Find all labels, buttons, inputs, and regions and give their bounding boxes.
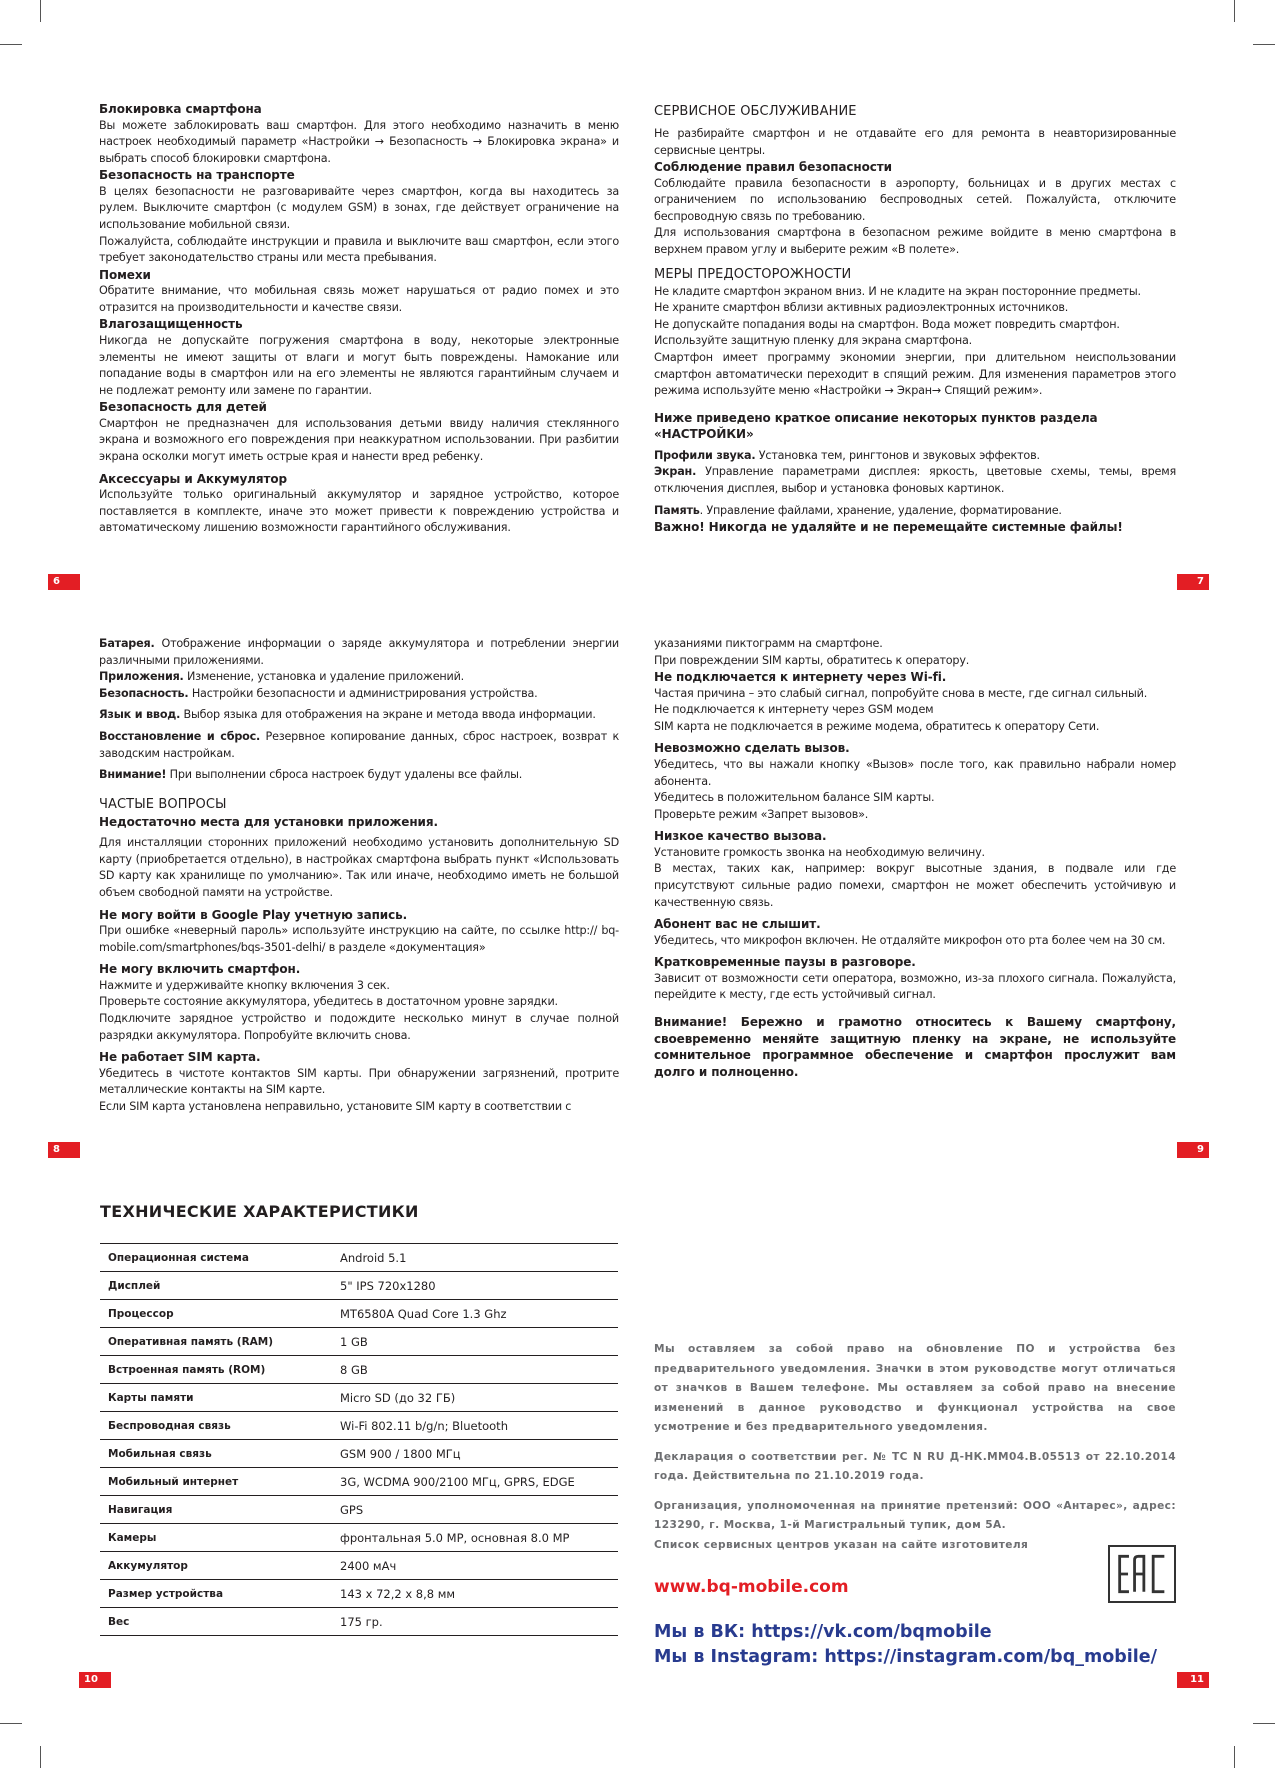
question-title: Не работает SIM карта. xyxy=(99,1050,261,1065)
crop-mark xyxy=(1253,44,1275,45)
item-label: Язык и ввод. xyxy=(99,708,181,722)
spec-key: Размер устройства xyxy=(100,1580,332,1608)
spec-value: 3G, WCDMA 900/2100 МГц, GPRS, EDGE xyxy=(332,1468,618,1496)
question-title: Не могу включить смартфон. xyxy=(99,962,301,977)
item-text: . Управление файлами, хранение, удаление, форматирование. xyxy=(699,503,1062,517)
paragraph: Соблюдайте правила безопасности в аэропорту, больницах и в других местах с ограничением по использованию беспроводных сетей. Пожалуйста, отключите беспроводную связь по требованию. xyxy=(654,176,1176,223)
question-title: Кратковременные паузы в разговоре. xyxy=(654,955,916,970)
paragraph: Смартфон имеет программу экономии энергии, при длительном неиспользовании смартфон автоматически переходит в спящий режим. Для изменения параметров этого режима используйте меню «Настройки → Экран→ Спящий режим». xyxy=(654,351,1176,398)
spec-value: GPS xyxy=(332,1496,618,1524)
page-9-content xyxy=(654,636,1176,1080)
spec-key: Аккумулятор xyxy=(100,1552,332,1580)
crop-mark xyxy=(40,0,41,22)
spec-key: Мобильная связь xyxy=(100,1440,332,1468)
spec-key: Встроенная память (ROM) xyxy=(100,1356,332,1384)
spec-key: Дисплей xyxy=(100,1272,332,1300)
spec-row xyxy=(100,1412,618,1440)
paragraph: Не разбирайте смартфон и не отдавайте его для ремонта в неавторизированные сервисные центры. xyxy=(654,127,1176,157)
warning-note: Внимание! Бережно и грамотно относитесь к Вашему смартфону, своевременно меняйте защитную пленку на экране, не используйте сомнительное программное обеспечение и смартфон прослужит вам долго и полноценно. xyxy=(654,1015,1176,1079)
paragraph: Проверьте режим «Запрет вызовов». xyxy=(654,807,869,821)
question-title: Невозможно сделать вызов. xyxy=(654,741,850,756)
page-number-11: 11 xyxy=(1177,1672,1209,1688)
item-label: Батарея. xyxy=(99,637,155,650)
spec-value: 1 GB xyxy=(332,1328,618,1356)
section-title: Безопасность на транспорте xyxy=(99,168,295,183)
crop-mark xyxy=(0,1723,22,1724)
spec-key: Карты памяти xyxy=(100,1384,332,1412)
important-note: Важно! Никогда не удаляйте и не перемещайте системные файлы! xyxy=(654,520,1123,535)
settings-item xyxy=(99,729,619,762)
section-title: Блокировка смартфона xyxy=(99,102,262,116)
paragraph: Не подключается к интернету через GSM модем xyxy=(654,703,934,717)
spec-value: фронтальная 5.0 MP, основная 8.0 MP xyxy=(332,1524,618,1552)
page-6-content xyxy=(99,101,619,537)
spec-row xyxy=(100,1328,618,1356)
item-label: Приложения. xyxy=(99,670,184,684)
page-8-content xyxy=(99,636,619,1115)
spec-value: MT6580A Quad Core 1.3 Ghz xyxy=(332,1300,618,1328)
settings-item xyxy=(99,669,619,686)
paragraph: Смартфон не предназначен для использования детьми ввиду наличия стеклянного экрана и возможного его повреждения при неаккуратном использовании. При разбитии экрана осколки могут иметь острые края и нанести вред ребенку. xyxy=(99,416,619,463)
item-text: Выбор языка для отображения на экране и метода ввода информации. xyxy=(180,708,596,722)
spec-key: Беспроводная связь xyxy=(100,1412,332,1440)
spec-key: Процессор xyxy=(100,1300,332,1328)
paragraph: Зависит от возможности сети оператора, возможно, из-за плохого сигнала. Пожалуйста, перейдите к месту, где есть устойчивый сигнал. xyxy=(654,971,1176,1002)
spec-value: 5" IPS 720x1280 xyxy=(332,1272,618,1300)
website-link[interactable]: www.bq-mobile.com xyxy=(654,1577,849,1597)
paragraph: Для использования смартфона в безопасном режиме войдите в меню смартфона в верхнем правом углу и выберите режим «В полете». xyxy=(654,226,1176,257)
item-label: Память xyxy=(654,503,700,517)
item-text: Установка тем, рингтонов и звуковых эффектов. xyxy=(755,448,1040,462)
paragraph: Пожалуйста, соблюдайте инструкции и правила и выключите ваш смартфон, если этого требует законодательство страны или места пребывания. xyxy=(99,234,619,265)
paragraph: Убедитесь, что микрофон включен. Не отдаляйте микрофон ото рта более чем на 30 см. xyxy=(654,933,1166,947)
question-title: Не подключается к интернету через Wi-fi. xyxy=(654,670,947,685)
item-label: Профили звука. xyxy=(654,448,756,462)
section-heading: ЧАСТЫЕ ВОПРОСЫ xyxy=(99,796,227,812)
spec-key: Камеры xyxy=(100,1524,332,1552)
paragraph: Не кладите смартфон экраном вниз. И не кладите на экран посторонние предметы. xyxy=(654,284,1141,298)
page-number-10: 10 xyxy=(79,1672,111,1688)
page-number-8: 8 xyxy=(48,1142,80,1158)
social-links xyxy=(654,1620,1157,1670)
legal-text: Мы оставляем за собой право на обновление ПО и устройства без предварительного уведомления. Значки в этом руководстве могут отличаться от значков в Вашем телефоне. Мы оставляем за собой право на внесение изменений в данное руководство и функционал устройства на свое усмотрение и без предварительного уведомления. xyxy=(654,1343,1176,1433)
spec-value: Wi-Fi 802.11 b/g/n; Bluetooth xyxy=(332,1412,618,1440)
paragraph: Не храните смартфон вблизи активных радиоэлектронных источников. xyxy=(654,301,1069,315)
paragraph: Убедитесь в чистоте контактов SIM карты. При обнаружении загрязнений, протрите металлические контакты на SIM карте. xyxy=(99,1066,619,1097)
section-title: Соблюдение правил безопасности xyxy=(654,160,892,175)
paragraph: Не допускайте попадания воды на смартфон. Вода может повредить смартфон. xyxy=(654,317,1120,331)
spec-row xyxy=(100,1468,618,1496)
settings-item xyxy=(99,636,619,669)
item-text: Настройки безопасности и администрирования устройства. xyxy=(188,686,538,700)
settings-item xyxy=(654,448,1176,465)
settings-item xyxy=(654,503,1176,520)
spec-key: Операционная система xyxy=(100,1244,332,1272)
spec-key: Вес xyxy=(100,1608,332,1636)
spec-key: Навигация xyxy=(100,1496,332,1524)
legal-text: Список сервисных центров указан на сайте изготовителя xyxy=(654,1538,1029,1551)
item-label: Восстановление и сброс. xyxy=(99,729,261,743)
paragraph: Установите громкость звонка на необходимую величину. xyxy=(654,845,985,859)
page-number-9: 9 xyxy=(1177,1142,1209,1158)
question-title: Низкое качество вызова. xyxy=(654,829,827,844)
section-heading: МЕРЫ ПРЕДОСТОРОЖНОСТИ xyxy=(654,266,852,282)
paragraph: Обратите внимание, что мобильная связь может нарушаться от радио помех и это отразится на производительности и качестве связи. xyxy=(99,284,619,314)
paragraph: указаниями пиктограмм на смартфоне. xyxy=(654,637,883,650)
paragraph: Если SIM карта установлена неправильно, установите SIM карту в соответствии с xyxy=(99,1099,572,1113)
legal-text: Организация, уполномоченная на принятие претензий: ООО «Антарес», адрес: 123290, г. Москва, 1-й Магистральный тупик, дом 5А. xyxy=(654,1499,1176,1531)
spec-row xyxy=(100,1300,618,1328)
item-label: Внимание! xyxy=(99,768,167,782)
paragraph: В целях безопасности не разговаривайте через смартфон, когда вы находитесь за рулем. Выключите смартфон (с модулем GSM) в зонах, где действует ограничение на использование мобильной связи. xyxy=(99,184,619,231)
item-text: При выполнении сброса настроек будут удалены все файлы. xyxy=(166,768,523,782)
paragraph: Используйте защитную пленку для экрана смартфона. xyxy=(654,334,973,348)
crop-mark xyxy=(1234,0,1235,22)
page-7-content xyxy=(654,101,1176,536)
specs-table xyxy=(100,1243,618,1636)
item-text: Отображение информации о заряде аккумулятора и потреблении энергии различными приложениями. xyxy=(99,637,619,667)
section-title: Аксессуары и Аккумулятор xyxy=(99,471,287,486)
paragraph: Подключите зарядное устройство и подождите несколько минут в случае полной разрядки аккумулятора. Попробуйте включить снова. xyxy=(99,1012,619,1042)
spec-row xyxy=(100,1440,618,1468)
item-label: Безопасность. xyxy=(99,686,189,700)
vk-link[interactable]: Мы в ВК: https://vk.com/bqmobile xyxy=(654,1622,992,1642)
paragraph: При повреждении SIM карты, обратитесь к оператору. xyxy=(654,653,970,667)
paragraph: При ошибке «неверный пароль» используйте инструкцию на сайте, по ссылке http:// bq-mobile.com/smartphones/bqs-3501-delhi/ в разделе «документация» xyxy=(99,924,619,954)
spec-row xyxy=(100,1496,618,1524)
paragraph: Частая причина – это слабый сигнал, попробуйте снова в месте, где сигнал сильный. xyxy=(654,686,1148,700)
question-title: Абонент вас не слышит. xyxy=(654,917,821,932)
paragraph: В местах, таких как, например: вокруг высотные здания, в подвале или где присутствуют сильные радио помехи, смартфон не может обеспечить устойчивую и качественную связь. xyxy=(654,862,1176,909)
spec-row xyxy=(100,1384,618,1412)
spec-value: 175 гр. xyxy=(332,1608,618,1636)
instagram-link[interactable]: Мы в Instagram: https://instagram.com/bq_mobile/ xyxy=(654,1647,1158,1667)
section-title: Влагозащищенность xyxy=(99,317,243,332)
crop-mark xyxy=(1253,1723,1275,1724)
paragraph: Убедитесь в положительном балансе SIM карты. xyxy=(654,791,935,805)
spec-value: Micro SD (до 32 ГБ) xyxy=(332,1384,618,1412)
settings-item xyxy=(654,464,1176,497)
spec-value: 2400 мАч xyxy=(332,1552,618,1580)
spec-row xyxy=(100,1272,618,1300)
legal-block xyxy=(654,1340,1176,1555)
crop-mark xyxy=(40,1746,41,1768)
paragraph: Убедитесь, что вы нажали кнопку «Вызов» после того, как правильно набрали номер абонента. xyxy=(654,757,1176,788)
spec-row xyxy=(100,1608,618,1636)
spec-value: 143 x 72,2 x 8,8 мм xyxy=(332,1580,618,1608)
item-text: Изменение, установка и удаление приложений. xyxy=(183,670,465,684)
spec-value: Android 5.1 xyxy=(332,1244,618,1272)
paragraph: Проверьте состояние аккумулятора, убедитесь в достаточном уровне зарядки. xyxy=(99,995,558,1009)
paragraph: Нажмите и удерживайте кнопку включения 3 сек. xyxy=(99,978,390,992)
settings-item xyxy=(99,686,619,703)
section-title: Безопасность для детей xyxy=(99,400,267,415)
specs-title: ТЕХНИЧЕСКИЕ ХАРАКТЕРИСТИКИ xyxy=(100,1202,419,1221)
spec-row xyxy=(100,1580,618,1608)
page-number-6: 6 xyxy=(48,574,80,590)
item-text: Резервное копирование данных, сброс настроек, возврат к заводским настройкам. xyxy=(99,729,619,760)
paragraph: Вы можете заблокировать ваш смартфон. Для этого необходимо назначить в меню настроек необходимый параметр «Настройки → Безопасность → Блокировка экрана» и выбрать способ блокировки смартфона. xyxy=(99,118,619,165)
paragraph: Для инсталляции сторонних приложений необходимо установить дополнительную SD карту (приобретается отдельно), в настройках смартфона выбрать пункт «Использовать SD карту как хранилище по умолчанию». Так или иначе, необходимо иметь не большой объем свободной памяти на устройстве. xyxy=(99,836,619,900)
spec-row xyxy=(100,1244,618,1272)
paragraph: SIM карта не подключается в режиме модема, обратитесь к оператору Сети. xyxy=(654,719,1100,733)
spec-row xyxy=(100,1524,618,1552)
legal-text: Декларация о соответствии рег. № ТС N RU Д-НК.ММ04.В.05513 от 22.10.2014 года. Действительна по 21.10.2019 года. xyxy=(654,1450,1176,1482)
section-title: Помехи xyxy=(99,267,151,282)
page-number-7: 7 xyxy=(1177,574,1209,590)
question-title: Недостаточно места для установки приложения. xyxy=(99,814,438,829)
section-title: Ниже приведено краткое описание некоторых пунктов раздела «НАСТРОЙКИ» xyxy=(654,410,1098,442)
spec-row xyxy=(100,1356,618,1384)
spec-row xyxy=(100,1552,618,1580)
eac-certification-mark xyxy=(1108,1545,1176,1603)
question-title: Не могу войти в Google Play учетную запись. xyxy=(99,907,408,922)
crop-mark xyxy=(1234,1746,1235,1768)
crop-mark xyxy=(0,44,22,45)
item-text: Управление параметрами дисплея: яркость, цветовые схемы, темы, время отключения дисплея, выбор и установка фоновых картинок. xyxy=(654,465,1176,495)
item-label: Экран. xyxy=(654,465,697,479)
spec-key: Мобильный интернет xyxy=(100,1468,332,1496)
settings-item xyxy=(99,767,619,784)
spec-value: GSM 900 / 1800 МГц xyxy=(332,1440,618,1468)
settings-item xyxy=(99,707,619,724)
spec-value: 8 GB xyxy=(332,1356,618,1384)
section-heading: СЕРВИСНОЕ ОБСЛУЖИВАНИЕ xyxy=(654,104,857,119)
paragraph: Используйте только оригинальный аккумулятор и зарядное устройство, которое поставляется в комплекте, иначе это может привести к повреждению устройства и автоматическому лишению возможности гарантийного обслуживания. xyxy=(99,488,619,535)
spec-key: Оперативная память (RAM) xyxy=(100,1328,332,1356)
paragraph: Никогда не допускайте погружения смартфона в воду, некоторые электронные элементы не имеют защиты от влаги и могут быть повреждены. Намокание или попадание воды в смартфон или на его элементы не являются гарантийным случаем и не подлежат ремонту или замене по гарантии. xyxy=(99,333,619,397)
